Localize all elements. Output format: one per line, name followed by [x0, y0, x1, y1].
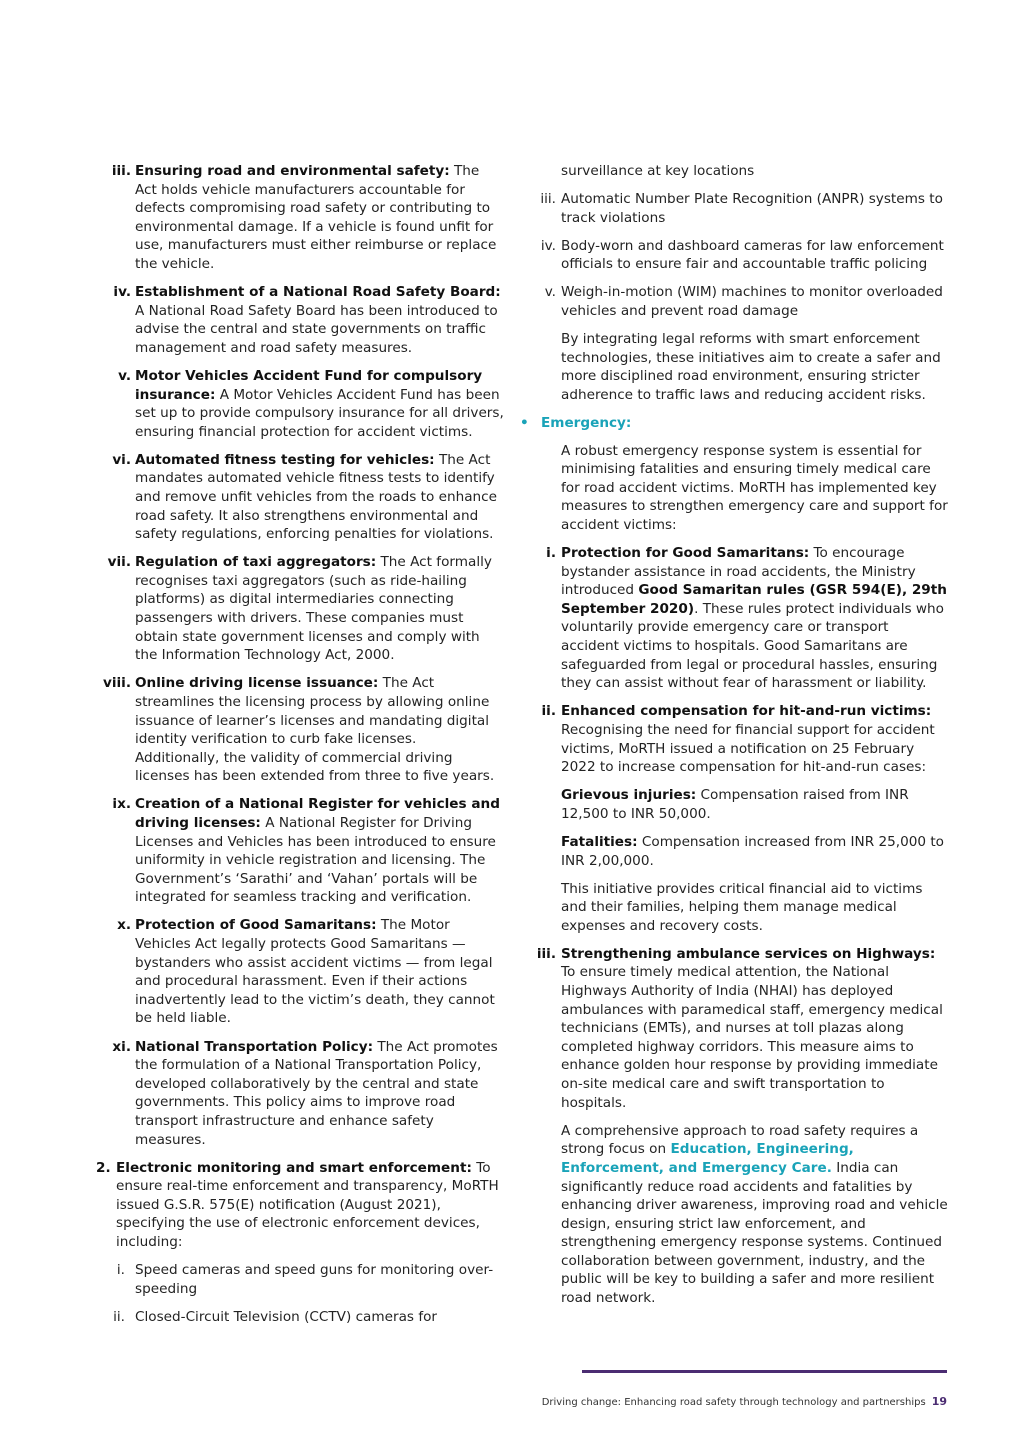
- grievous-injuries: [520, 786, 948, 823]
- fatalities-text: Compensation increased from INR 25,000 to INR 2,00,000.: [561, 833, 944, 869]
- page-number: 19: [931, 1395, 947, 1408]
- emergency-heading: [520, 414, 948, 433]
- list-number: ii.: [541, 703, 556, 720]
- item-text: The Act streamlines the licensing process by allowing online issuance of learner’s licenses and mandating digital identity verification to curb fake licenses. Additionally, the validity of commercial driving licenses has been extended from three to five years.: [135, 675, 495, 785]
- emergency-item-ambulance: [520, 945, 948, 1112]
- act-list-item: [96, 283, 504, 357]
- act-list-item: [96, 674, 504, 786]
- fatalities: [520, 833, 948, 870]
- emergency-item-hit-and-run: [520, 702, 948, 776]
- conclusion-text: India can significantly reduce road accidents and fatalities by enhancing driver awareness, improving road and vehicle design, ensuring strict law enforcement, and strengthening emergency response systems. Continued collaboration between government, industry, and the public will be key to building a safer and more resilient road network.: [561, 1159, 948, 1307]
- list-number: iii.: [111, 163, 131, 179]
- item-text: A National Register for Driving Licenses and Vehicles has been introduced to ensure uniformity in vehicle registration and licensing. The Government’s ‘Sarathi’ and ‘Vahan’ portals will be integrated for seamless tracking and verification.: [135, 815, 496, 906]
- list-number: i.: [116, 1262, 125, 1279]
- list-number: iv.: [540, 237, 556, 254]
- item-title: Creation of a National Register for vehicles and driving licenses:: [135, 796, 500, 831]
- device-item: [96, 1308, 504, 1327]
- device-item: [520, 237, 948, 274]
- item-title: Motor Vehicles Accident Fund for compulsory insurance:: [135, 367, 483, 403]
- item-text: The Act mandates automated vehicle fitness tests to identify and remove unfit vehicles from the roads to enhance road safety. It also strengthens environmental and safety regulations, enforcing penalties for violations.: [135, 451, 497, 543]
- act-list-item: [96, 162, 504, 274]
- act-list-item: [96, 451, 504, 544]
- left-column: [96, 162, 504, 1336]
- page-footer: [420, 1395, 947, 1408]
- item-title: Automated fitness testing for vehicles:: [135, 451, 435, 468]
- item-text: To encourage bystander assistance in road accidents, the Ministry introduced: [561, 545, 916, 599]
- device-continuation: surveillance at key locations: [561, 163, 755, 179]
- list-number: vii.: [107, 554, 131, 571]
- section-2-number: 2.: [96, 1159, 111, 1176]
- list-number: ii.: [113, 1308, 125, 1325]
- item-title: Ensuring road and environmental safety:: [135, 163, 450, 179]
- device-item: [520, 283, 948, 320]
- item-text: The Act promotes the formulation of a National Transportation Policy, developed collaboratively by the central and state governments. This policy aims to improve road transport infrastructure and enhance safety measures.: [135, 1038, 498, 1148]
- list-number: iv.: [113, 284, 131, 301]
- item-text: To ensure timely medical attention, the National Highways Authority of India (NHAI) has deployed ambulances with paramedical staff, emergency medical technicians (EMTs), and nurses at toll plazas along completed highway corridors. This measure aims to enhance golden hour response by providing immediate on-site medical care and swift transportation to hospitals.: [561, 964, 943, 1111]
- act-list-item: [96, 916, 504, 1028]
- device-item: [96, 1261, 504, 1298]
- item-text: The Motor Vehicles Act legally protects Good Samaritans — bystanders who assist accident victims — from legal and procedural harassment. Even if their actions inadvertently lead to the victim’s death, they cannot be held liable.: [135, 917, 495, 1027]
- section-2: [96, 1159, 504, 1252]
- list-number: iii.: [540, 191, 556, 208]
- list-number: x.: [117, 917, 131, 934]
- act-items-list: [96, 162, 504, 1149]
- section-2-text: To ensure real-time enforcement and transparency, MoRTH issued G.S.R. 575(E) notification (August 2021), specifying the use of electronic enforcement devices, including:: [116, 1159, 499, 1250]
- conclusion-text: A comprehensive approach to road safety requires a strong focus on: [561, 1122, 919, 1158]
- item-title: Establishment of a National Road Safety Board:: [135, 284, 501, 301]
- grievous-text: Compensation raised from INR 12,500 to INR 50,000.: [561, 787, 909, 822]
- emergency-heading-text: Emergency:: [541, 415, 632, 432]
- device-item: [520, 190, 948, 227]
- list-number: xi.: [112, 1038, 131, 1055]
- list-number: vi.: [112, 451, 131, 468]
- device-text: Automatic Number Plate Recognition (ANPR) systems to track violations: [561, 191, 943, 226]
- item-title: Protection for Good Samaritans:: [561, 545, 810, 562]
- list-number: ix.: [112, 796, 131, 813]
- list-number: viii.: [102, 675, 131, 692]
- item-title: Regulation of taxi aggregators:: [135, 554, 377, 571]
- item-title: National Transportation Policy:: [135, 1038, 374, 1055]
- footer-title: Driving change: Enhancing road safety through technology and partnerships: [541, 1397, 926, 1408]
- act-list-item: [96, 795, 504, 907]
- list-number: i.: [546, 545, 556, 562]
- item-title: Protection of Good Samaritans:: [135, 917, 377, 934]
- item-text: . These rules protect individuals who voluntarily provide emergency care or transport accident victims to hospitals. Good Samaritans are safeguarded from legal or procedural hassles, ensuring they can assist without fear of harassment or liability.: [561, 600, 944, 692]
- gsr-reference: Good Samaritan rules (GSR 594(E), 29th September 2020): [561, 582, 947, 617]
- device-text: Weigh-in-motion (WIM) machines to monitor overloaded vehicles and prevent road damage: [561, 284, 943, 320]
- device-text: Body-worn and dashboard cameras for law enforcement officials to ensure fair and accountable traffic policing: [561, 237, 944, 273]
- fatalities-label: Fatalities:: [561, 833, 638, 850]
- emergency-intro: A robust emergency response system is essential for minimising fatalities and ensuring timely medical care for road accident victims. MoRTH has implemented key measures to strengthen emergency care and support for accident victims:: [561, 442, 948, 533]
- list-number: v.: [118, 367, 131, 384]
- item-text: Recognising the need for financial support for accident victims, MoRTH issued a notification on 25 February 2022 to increase compensation for hit-and-run cases:: [561, 721, 935, 776]
- footer-divider: [582, 1370, 947, 1373]
- list-number: iii.: [536, 945, 556, 962]
- item-text: The Act formally recognises taxi aggregators (such as ride-hailing platforms) as digital intermediaries connecting passengers with drivers. These companies must obtain state government licenses and comply with the Information Technology Act, 2000.: [135, 554, 492, 664]
- bullet-icon: •: [520, 415, 529, 432]
- right-column: [520, 162, 948, 1317]
- section-2-title: Electronic monitoring and smart enforcement:: [116, 1159, 472, 1176]
- item-text: The Act holds vehicle manufacturers accountable for defects compromising road safety or contributing to environmental damage. If a vehicle is found unfit for use, manufacturers must either reimburse or replace the vehicle.: [135, 163, 497, 272]
- act-list-item: [96, 367, 504, 441]
- act-list-item: [96, 1038, 504, 1150]
- initiative-paragraph: This initiative provides critical financial aid to victims and their families, helping them manage medical expenses and recovery costs.: [561, 880, 923, 934]
- item-title: Online driving license issuance:: [135, 675, 379, 692]
- item-title: Enhanced compensation for hit-and-run victims:: [561, 703, 932, 720]
- device-text: Speed cameras and speed guns for monitoring over-speeding: [135, 1262, 494, 1297]
- conclusion-paragraph: [520, 1122, 948, 1308]
- device-text: Closed-Circuit Television (CCTV) cameras for: [135, 1308, 438, 1325]
- emergency-item-good-samaritans: [520, 544, 948, 693]
- item-title: Strengthening ambulance services on Highways:: [561, 945, 936, 962]
- item-text: A Motor Vehicles Accident Fund has been set up to provide compulsory insurance for all drivers, ensuring financial protection for accident victims.: [135, 386, 504, 440]
- item-text: A National Road Safety Board has been introduced to advise the central and state governments on traffic management and road safety measures.: [135, 302, 498, 356]
- integration-paragraph: By integrating legal reforms with smart enforcement technologies, these initiatives aim to create a safer and more disciplined road environment, ensuring stricter adherence to traffic laws and reducing accident risks.: [561, 331, 941, 403]
- act-list-item: [96, 553, 504, 665]
- grievous-label: Grievous injuries:: [561, 787, 697, 804]
- conclusion-highlight: Education, Engineering, Enforcement, and Emergency Care.: [561, 1141, 854, 1176]
- list-number: v.: [544, 284, 556, 301]
